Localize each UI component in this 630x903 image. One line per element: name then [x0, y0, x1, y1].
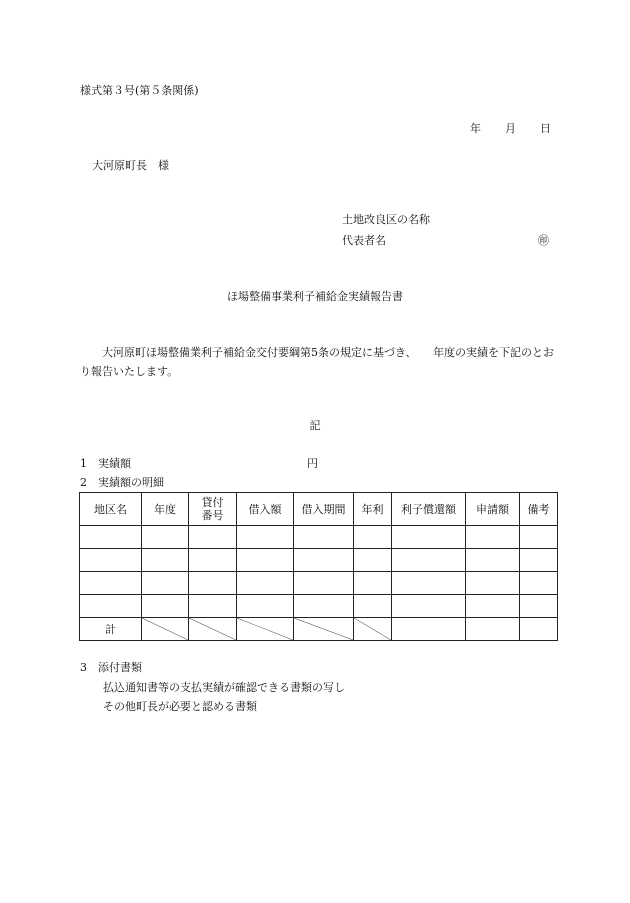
- table-cell[interactable]: [520, 526, 558, 549]
- table-row: [80, 572, 558, 595]
- table-cell[interactable]: [294, 526, 354, 549]
- date-line: [470, 120, 551, 136]
- item3-label: 3 添付書類: [80, 661, 142, 674]
- diagonal-cell: [354, 618, 392, 641]
- date-day: 日: [540, 122, 551, 135]
- diagonal-cell: [294, 618, 354, 641]
- table-cell[interactable]: [189, 595, 237, 618]
- table-cell[interactable]: [80, 572, 142, 595]
- table-total-row: [80, 618, 558, 641]
- header-cell: 年度: [142, 493, 189, 526]
- attachment-item: その他町長が必要と認める書類: [103, 700, 257, 713]
- header-cell: 借入期間: [294, 493, 354, 526]
- table-header-row: [80, 493, 558, 526]
- ki-heading: 記: [309, 419, 321, 432]
- table-cell[interactable]: [392, 595, 466, 618]
- document-title: ほ場整備事業利子補給金実績報告書: [227, 290, 403, 303]
- addressee: 大河原町長 様: [92, 159, 169, 172]
- table-cell[interactable]: [520, 595, 558, 618]
- header-cell: 申請額: [466, 493, 520, 526]
- table-cell[interactable]: [354, 549, 392, 572]
- header-cell: 利子償還額: [392, 493, 466, 526]
- header-cell: 借入額: [237, 493, 294, 526]
- diagonal-cell: [189, 618, 237, 641]
- table-row: [80, 549, 558, 572]
- table-cell[interactable]: [294, 549, 354, 572]
- table-cell[interactable]: [237, 549, 294, 572]
- table-cell[interactable]: [392, 526, 466, 549]
- body-text: [80, 343, 556, 381]
- table-cell[interactable]: [80, 526, 142, 549]
- table-row: [80, 526, 558, 549]
- header-cell: 備考: [520, 493, 558, 526]
- table-cell[interactable]: [237, 526, 294, 549]
- table-cell[interactable]: [466, 549, 520, 572]
- table-cell[interactable]: [189, 572, 237, 595]
- table-cell[interactable]: [189, 549, 237, 572]
- table-cell[interactable]: [354, 572, 392, 595]
- table-cell[interactable]: [294, 572, 354, 595]
- table-cell[interactable]: [520, 572, 558, 595]
- date-month: 月: [505, 122, 516, 135]
- table-cell[interactable]: [520, 549, 558, 572]
- header-cell: 貸付 番号: [189, 493, 237, 526]
- table-cell[interactable]: [392, 549, 466, 572]
- table-row: [80, 595, 558, 618]
- table-cell[interactable]: [466, 595, 520, 618]
- representative-label: 代表者名: [342, 234, 386, 247]
- org-name-label: 土地改良区の名称: [342, 213, 430, 226]
- item1-label: 1 実績額: [80, 457, 131, 470]
- table-cell[interactable]: [142, 595, 189, 618]
- table-cell[interactable]: [354, 526, 392, 549]
- total-label: 計: [80, 618, 142, 641]
- table-cell[interactable]: [237, 572, 294, 595]
- table-cell[interactable]: [142, 572, 189, 595]
- table-cell[interactable]: [189, 526, 237, 549]
- attachment-item: 払込通知書等の支払実績が確認できる書類の写し: [103, 681, 345, 694]
- table-cell[interactable]: [80, 595, 142, 618]
- table-cell[interactable]: [466, 618, 520, 641]
- table-cell[interactable]: [237, 595, 294, 618]
- table-cell[interactable]: [466, 526, 520, 549]
- seal-mark: ㊞: [538, 234, 549, 247]
- detail-table: [79, 492, 558, 641]
- date-year: 年: [470, 122, 481, 135]
- table-cell[interactable]: [466, 572, 520, 595]
- yen-unit: 円: [307, 457, 318, 470]
- header-cell: 年利: [354, 493, 392, 526]
- diagonal-cell: [142, 618, 189, 641]
- diagonal-cell: [237, 618, 294, 641]
- item2-label: 2 実績額の明細: [80, 476, 164, 489]
- table-cell[interactable]: [80, 549, 142, 572]
- body-paragraph: 大河原町ほ場整備業利子補給金交付要綱第5条の規定に基づき、 年度の実績を下記のとおり報告いたします。: [80, 346, 555, 378]
- table-cell[interactable]: [294, 595, 354, 618]
- table-cell[interactable]: [142, 549, 189, 572]
- table-cell[interactable]: [392, 618, 466, 641]
- table-cell[interactable]: [142, 526, 189, 549]
- table-cell[interactable]: [392, 572, 466, 595]
- header-cell: 地区名: [80, 493, 142, 526]
- table-cell[interactable]: [520, 618, 558, 641]
- table-cell[interactable]: [354, 595, 392, 618]
- form-number: 様式第３号(第５条関係): [80, 84, 199, 97]
